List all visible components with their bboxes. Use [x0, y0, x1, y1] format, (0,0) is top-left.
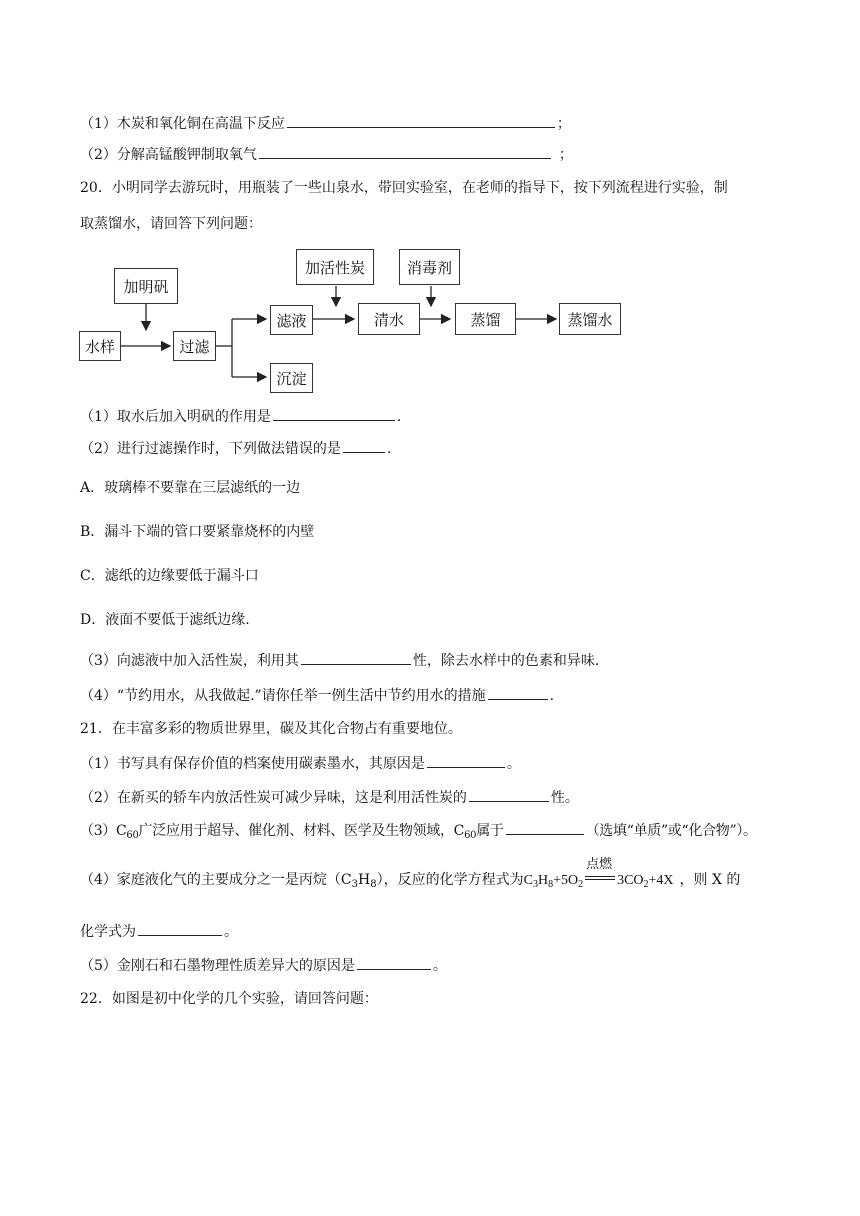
- q21-sub4-line2: [80, 921, 238, 942]
- subscript: 3: [532, 879, 538, 890]
- double-line: [585, 876, 615, 880]
- q22-intro: 22．如图是初中化学的几个实验，请回答问题：: [80, 991, 378, 1007]
- q20-sub4: [80, 685, 554, 706]
- subscript: 2: [578, 879, 584, 890]
- answer-blank[interactable]: [343, 438, 385, 453]
- flow-box-sediment: 沉淀: [270, 363, 313, 393]
- subscript: 60: [464, 830, 477, 841]
- subscript: 8: [548, 879, 554, 890]
- q21-sub4-end: 。: [224, 924, 238, 940]
- answer-blank[interactable]: [488, 685, 548, 700]
- eq-x: +4X: [648, 873, 674, 888]
- subscript: 3: [351, 879, 358, 890]
- q21-sub1: [80, 753, 521, 774]
- q21-sub4-h: H: [358, 872, 371, 888]
- q21-sub4-line2-text: 化学式为: [80, 924, 136, 940]
- q21-sub3-text-d: （选填“单质”或“化合物”）。: [585, 823, 757, 839]
- answer-blank[interactable]: [469, 787, 549, 802]
- q19-item2-end: ；: [558, 147, 573, 163]
- flow-box-carbon: 加活性炭: [296, 249, 374, 285]
- q21-sub3-text-b: 广泛应用于超导、催化剂、材料、医学及生物领域，C: [138, 823, 465, 839]
- q21-sub5-end: 。: [432, 958, 447, 974]
- q21-sub4-text: （4）家庭液化气的主要成分之一是丙烷（C: [80, 872, 352, 888]
- q21-sub3-text-c: 属于: [476, 823, 504, 839]
- q20-sub1-end: .: [396, 409, 402, 425]
- q20-sub2: [80, 438, 391, 459]
- q20-sub4-text: （4）“节约用水，从我做起.”请你任举一例生活中节约用水的措施: [80, 688, 486, 704]
- answer-blank[interactable]: [273, 406, 395, 421]
- q21-sub4: [80, 856, 741, 895]
- q19-item1-text: （1）木炭和氧化铜在高温下反应: [80, 116, 285, 132]
- subscript: 8: [370, 879, 377, 890]
- q20-sub3-text-end: 性，除去水样中的色素和异味.: [412, 653, 600, 669]
- q21-sub2-text-end: 性。: [550, 790, 579, 806]
- answer-blank[interactable]: [427, 753, 505, 768]
- flow-box-disinfect: 消毒剂: [399, 249, 460, 285]
- subscript: 2: [643, 879, 649, 890]
- q19-item2: [80, 144, 573, 165]
- answer-blank[interactable]: [506, 820, 584, 835]
- q21-sub1-text: （1）书写具有保存价值的档案使用碳素墨水，其原因是: [80, 756, 425, 772]
- q20-sub3: [80, 650, 599, 671]
- eq-h: H: [537, 873, 549, 888]
- q20-intro-1: 20．小明同学去游玩时，用瓶装了一些山泉水，带回实验室，在老师的指导下，按下列流程进行实验，制: [80, 180, 728, 196]
- subscript: 60: [126, 830, 139, 841]
- q20-sub2-text: （2）进行过滤操作时，下列做法错误的是: [80, 441, 341, 457]
- q20-option-d: D．液面不要低于滤纸边缘.: [80, 612, 250, 628]
- q20-sub2-end: .: [386, 441, 392, 457]
- q21-sub5-text: （5）金刚石和石墨物理性质差异大的原因是: [80, 958, 355, 974]
- eq-c: C: [523, 873, 533, 888]
- answer-blank[interactable]: [259, 144, 551, 159]
- q21-sub2-text: （2）在新买的轿车内放活性炭可减少异味，这是利用活性炭的: [80, 790, 467, 806]
- answer-blank[interactable]: [357, 955, 431, 970]
- answer-blank[interactable]: [287, 113, 555, 128]
- q20-sub4-end: .: [549, 688, 555, 704]
- answer-blank[interactable]: [301, 650, 411, 665]
- q20-sub1-text: （1）取水后加入明矾的作用是: [80, 409, 271, 425]
- q19-item1-end: ；: [556, 116, 571, 132]
- q19-item1: [80, 113, 571, 134]
- eq-plus-o: +5O: [553, 873, 579, 888]
- q20-sub1: [80, 406, 401, 427]
- q19-item2-text: （2）分解高锰酸钾制取氧气: [80, 147, 257, 163]
- flow-box-clear: 清水: [358, 303, 420, 335]
- reaction-condition: 点燃: [586, 856, 613, 871]
- q21-sub4-text-b: ），反应的化学方程式为: [376, 872, 524, 888]
- q21-sub4-text-c: ，则 X 的: [679, 872, 741, 888]
- q21-sub3-text: （3）C: [80, 823, 127, 839]
- q21-sub2: [80, 787, 579, 808]
- flow-box-filtrate: 滤液: [270, 305, 313, 335]
- chemical-equation: [523, 856, 674, 895]
- q21-sub3: [80, 820, 757, 846]
- flow-box-filter: 过滤: [173, 331, 216, 361]
- answer-blank[interactable]: [138, 921, 222, 936]
- flow-box-distilled: 蒸馏水: [559, 303, 621, 335]
- q20-sub3-text: （3）向滤液中加入活性炭，利用其: [80, 653, 299, 669]
- eq-co: 3CO: [617, 873, 644, 888]
- q20-option-a: A．玻璃棒不要靠在三层滤纸的一边: [80, 480, 301, 496]
- flow-box-sample: 水样: [79, 331, 121, 361]
- q21-intro: 21．在丰富多彩的物质世界里，碳及其化合物占有重要地位。: [80, 721, 462, 737]
- q21-sub1-end: 。: [506, 756, 521, 772]
- flow-box-distill: 蒸馏: [455, 303, 516, 335]
- q21-sub5: [80, 955, 447, 976]
- q20-intro-2: 取蒸馏水，请回答下列问题：: [80, 216, 262, 232]
- q20-option-b: B．漏斗下端的管口要紧靠烧杯的内壁: [80, 524, 315, 540]
- equals-condition: [583, 856, 617, 884]
- flow-box-alum: 加明矾: [114, 268, 178, 304]
- q20-option-c: C．滤纸的边缘要低于漏斗口: [80, 568, 259, 584]
